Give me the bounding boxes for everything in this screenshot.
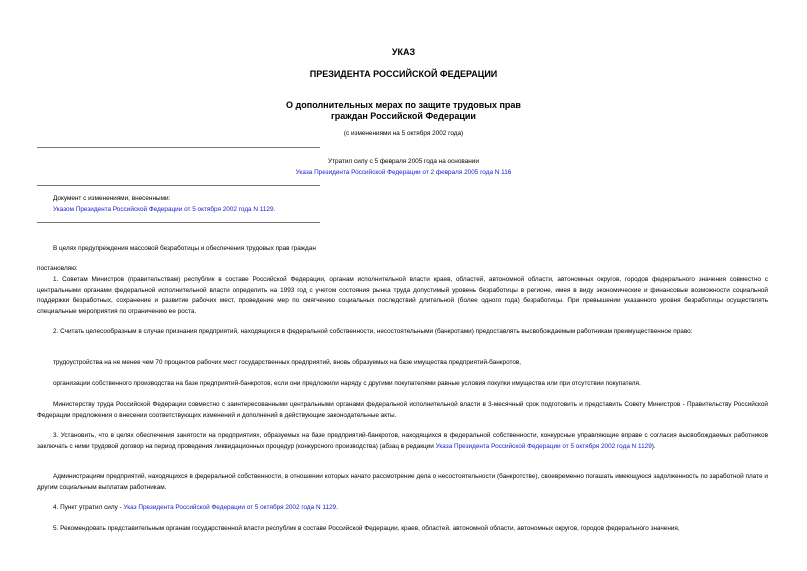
changes-link[interactable]: Указом Президента Российской Федерации от 5 октября 2002 года N 1129. [53,206,276,213]
paragraph-2a [37,358,768,369]
paragraph-5 [37,524,768,535]
divider [37,185,320,186]
amendment-note: (с изменениями на 5 октября 2002 года) [343,130,464,137]
document-title-line1: О дополнительных мерах по защите трудовых прав [286,100,521,110]
paragraph-2b [37,379,768,390]
lost-force-text: Утратил силу с 5 февраля 2005 года на основании [328,158,479,165]
paragraph-3-link[interactable]: Указа Президента Российской Федерации от 5 октября 2002 года N 1129 [435,442,652,450]
paragraph-3-text: 3. Установить, что в целях обеспечения занятости на предприятиях, образуемых на базе предприятий-банкротов, находящихся в федеральной собственности, конкурсные управляющие вправе с согласия высвобождаемых работников заключать с ними трудовой договор на период проведения ликвидационных процедур (конкурсного производства) (абзац в редакции [37,432,768,450]
decree-word: постановляю: [37,265,78,272]
paragraph-2c [37,400,768,421]
paragraph-3-tail: ). [651,442,656,450]
president-heading: ПРЕЗИДЕНТА РОССИЙСКОЙ ФЕДЕРАЦИИ [309,69,498,79]
changes-label: Документ с изменениями, внесенными: [53,195,171,202]
paragraph-4 [37,503,768,514]
paragraph-4-text: 4. Пункт утратил силу - [53,504,122,511]
lost-force-link[interactable]: Указа Президента Российской Федерации от 2 февраля 2005 года N 116 [295,169,512,176]
paragraph-2-text: 2. Считать целесообразным в случае признания предприятий, находящихся в федеральной собственности, несостоятельными (банкротами) предоставлять высвобождаемым работникам преимущественное право: [53,328,693,335]
paragraph-5-text: 5. Рекомендовать представительным органам государственной власти республик в составе Российской Федерации, краев, областей, автономной области, автономных округов, городов федерального значения, [53,525,680,532]
paragraph-2b-text: организации собственного производства на базе предприятий-банкротов, если они предложили наряду с другими покупателями равные условия покупки имущества или при отсутствии покупателя. [53,380,641,387]
decree-heading: УКАЗ [391,47,416,57]
paragraph-3 [37,431,768,452]
paragraph-1-text: 1. Советам Министров (правительствам) республик в составе Российской Федерации, органам исполнительной власти краев, областей, автономной области, автономных округов, городов федерального значения совместно с центральными органами федеральной исполнительной власти определить на 1993 год с учетом состояния рынка труда допустимый уровень безработицы в регионе, имея в виду экономические и финансовые возможности социальной поддержки безработных, сохранение и развитие рабочих мест, проведение мер по смягчению социальных последствий длительной (более одного года) безработицы. При превышении указанного уровня безработицы осуществлять специальные мероприятия по ограничению ее роста. [37,276,768,315]
preamble: В целях предупреждения массовой безработицы и обеспечения трудовых прав граждан [53,245,316,252]
paragraph-4-link[interactable]: Указ Президента Российской Федерации от 5 октября 2002 года N 1129 [123,504,337,511]
paragraph-4-tail: . [336,504,338,511]
paragraph-2a-text: трудоустройства на не менее чем 70 процентов рабочих мест государственных предприятий, вновь образуемых на базе имущества предприятий-банкротов, [53,359,522,366]
document-title-line2: граждан Российской Федерации [331,111,476,121]
paragraph-2 [37,327,768,338]
paragraph-2c-text: Министерству труда Российской Федерации совместно с заинтересованными центральными органами федеральной исполнительной власти в 3-месячный срок подготовить и представить Совету Министров - Правительству Российской Федерации предложения о внесении соответствующих изменений и дополнений в действующие законодательные акты. [37,401,768,419]
paragraph-3b-text: Администрациям предприятий, находящихся в федеральной собственности, в отношении которых начато рассмотрение дела о несостоятельности (банкротстве), своевременно погашать имеющуюся задолженность по заработной плате и другим социальным выплатам работникам. [37,473,768,491]
divider [37,222,320,223]
paragraph-3b [37,472,768,493]
paragraph-1 [37,275,768,317]
divider [37,147,320,148]
